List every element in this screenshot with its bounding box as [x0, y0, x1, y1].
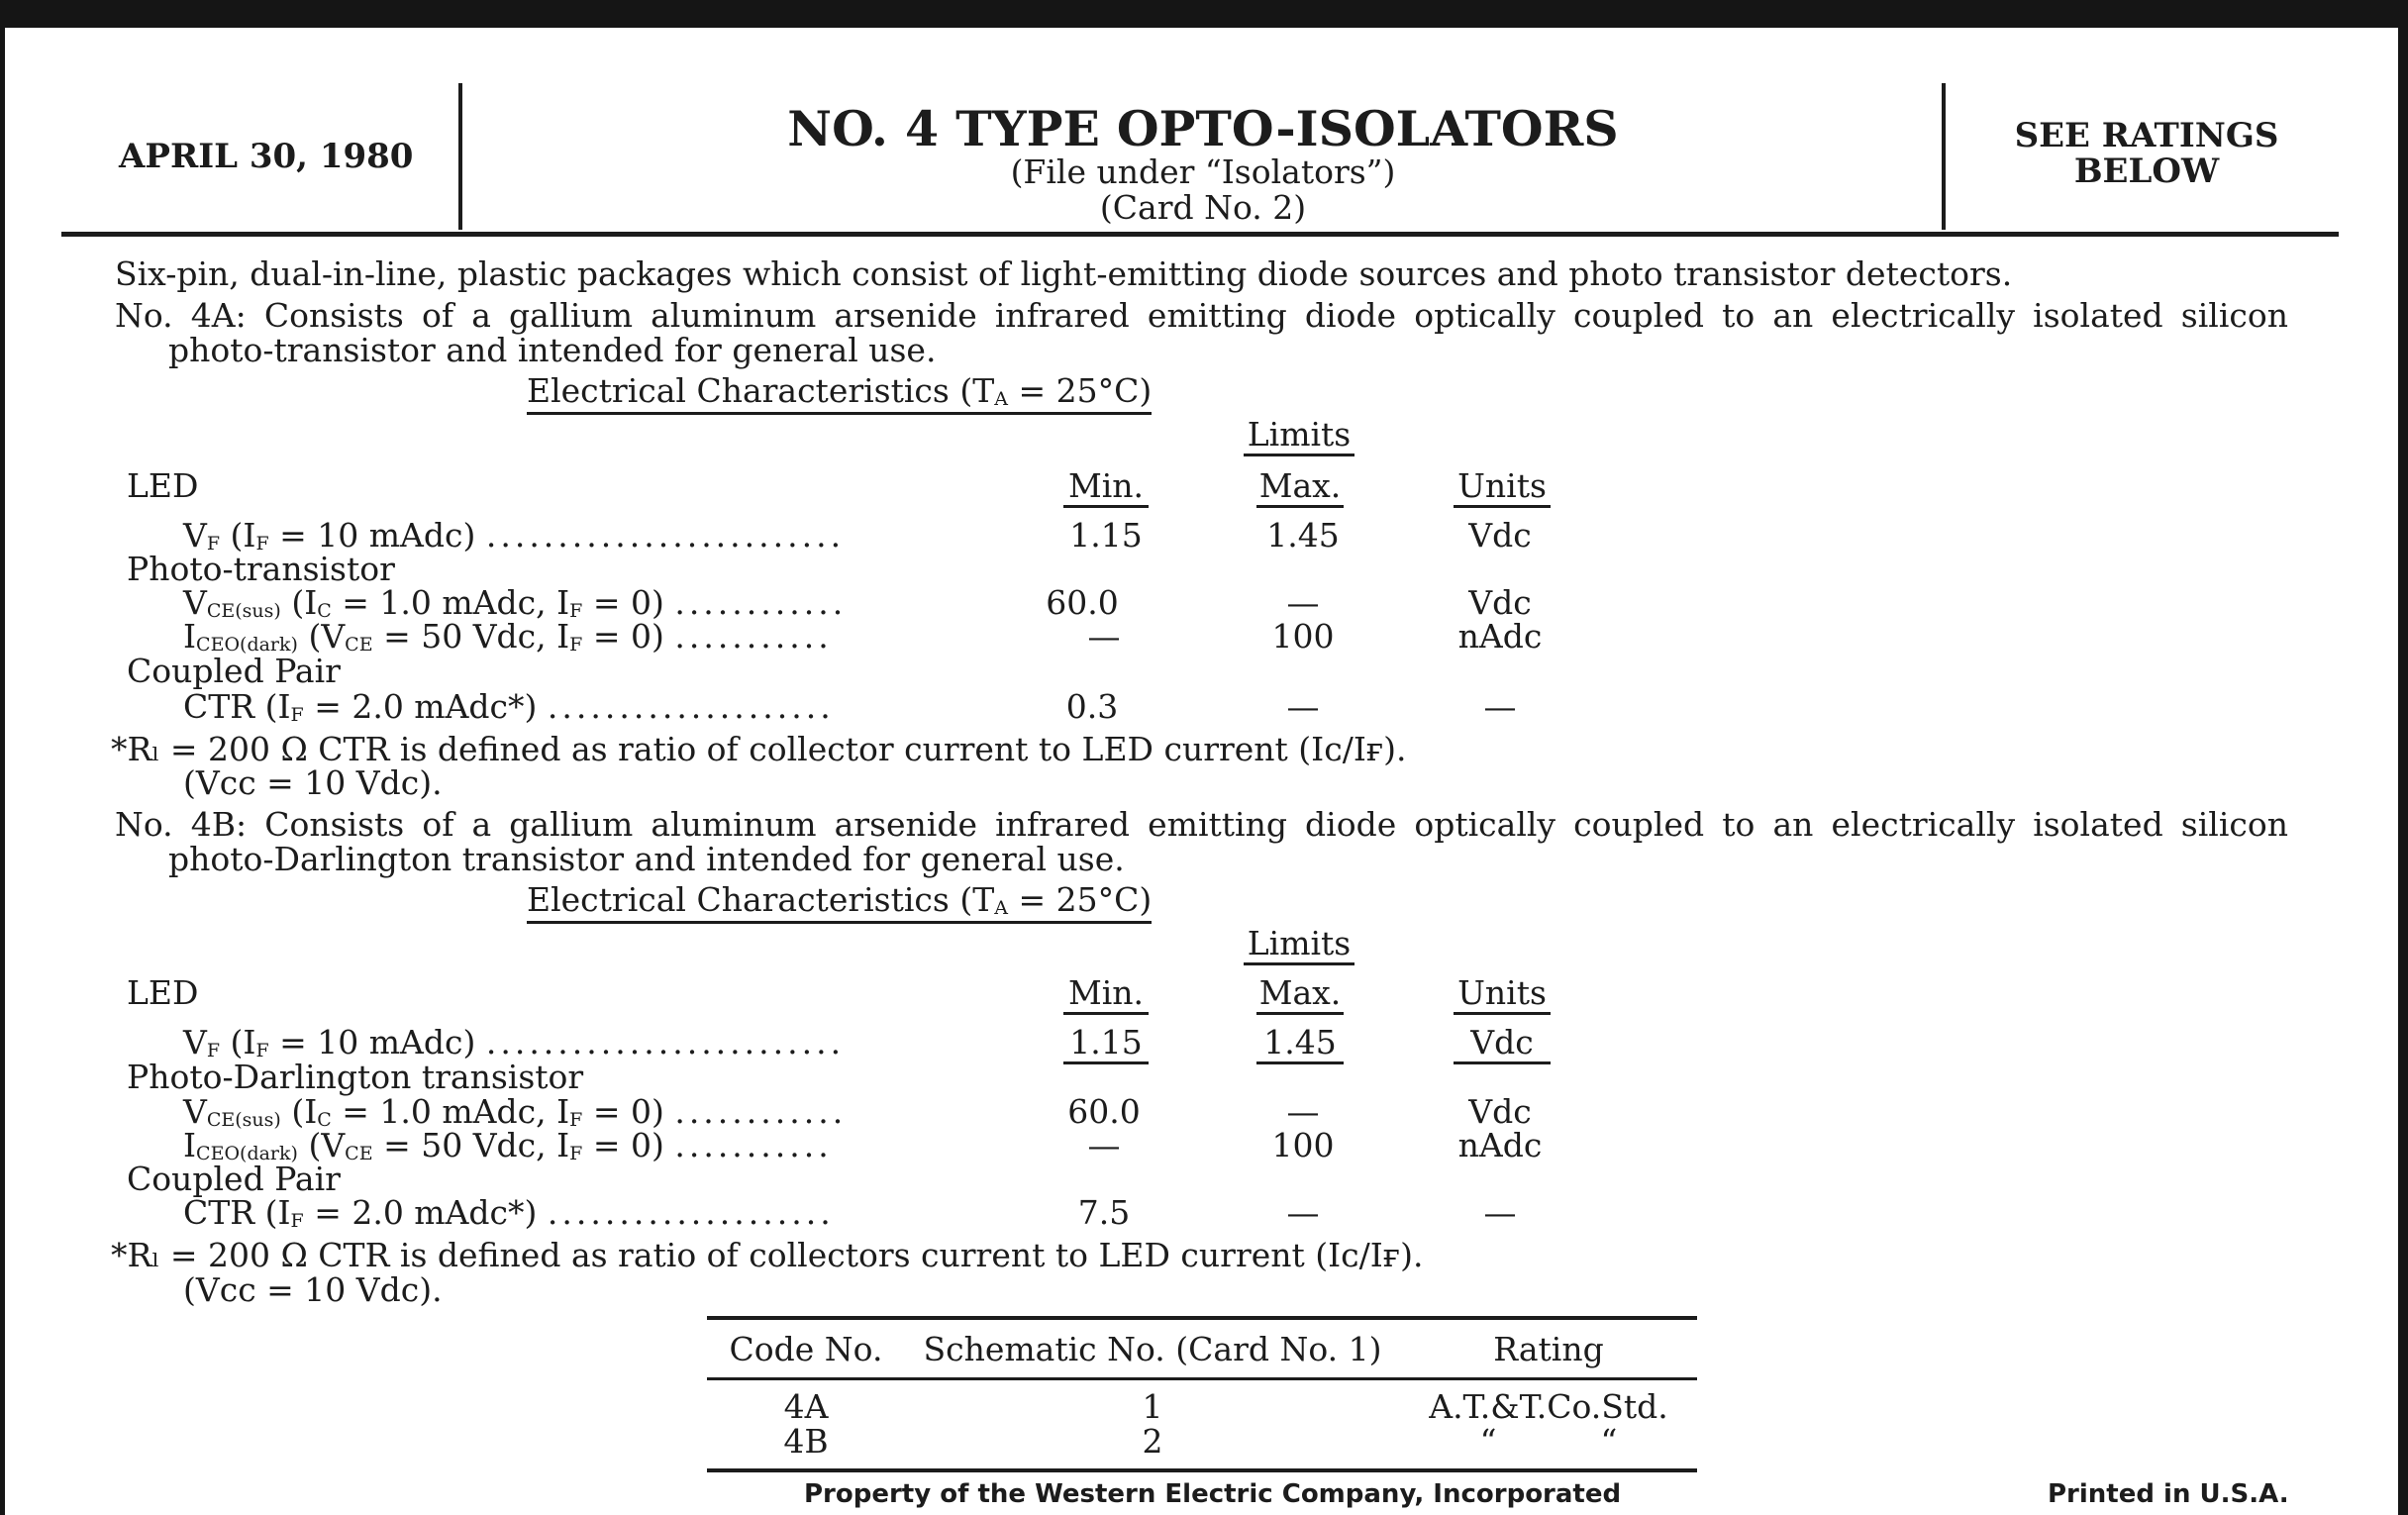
code-table-row1-schematic: 1	[1142, 1387, 1163, 1426]
section-4b-ctr-label: CTR ($I_F = 2.0$ mAdc*) ....................	[183, 1193, 835, 1232]
section-4b-vce-min: 60.0	[1067, 1092, 1141, 1131]
see-ratings-line1: SEE RATINGS	[2014, 116, 2279, 155]
section-4a-iceo-units: nAdc	[1457, 617, 1543, 656]
section-4a-iceo-min: —	[1087, 617, 1121, 656]
section-4a-vce-min: 60.0	[1046, 583, 1119, 622]
section-4b-vf-max: 1.45	[1256, 1026, 1344, 1064]
footer-property: Property of the Western Electric Company, Incorporated	[804, 1479, 1622, 1509]
section-4b-group-detector: Photo-Darlington transistor	[127, 1058, 584, 1096]
section-4a-limits-header: Limits	[1244, 418, 1354, 456]
section-4b-vf-min: 1.15	[1063, 1026, 1149, 1064]
section-4a-iceo-label: $I_{CEO(dark)}$ ($V_{CE} = 50$ Vdc, $I_F = 0$) ...........	[183, 617, 833, 656]
section-4b-vf-units: Vdc	[1454, 1026, 1551, 1064]
section-4a-col-min: Min.	[1063, 469, 1149, 508]
section-4b-desc-line1: No. 4B: Consists of a gallium aluminum arsenide infrared emitting diode optically coupled to an electrically isolated silicon	[115, 805, 2288, 844]
section-4b-limits-header: Limits	[1244, 927, 1354, 965]
section-4b-iceo-min: —	[1087, 1126, 1121, 1164]
section-4a-col-units: Units	[1454, 469, 1551, 508]
page-title: NO. 4 TYPE OPTO-ISOLATORS	[787, 100, 1619, 157]
section-4b-table-title: Electrical Characteristics $(T_A = 25^\circ C)$	[527, 883, 1152, 924]
section-4a-vf-max: 1.45	[1266, 516, 1340, 555]
section-4a-group-detector: Photo-transistor	[127, 550, 395, 588]
section-4b-col-max: Max.	[1256, 976, 1344, 1015]
section-4a-vf-label: $V_F$ ($I_F = 10$ mAdc) .........................	[183, 516, 846, 555]
section-4b-iceo-label: $I_{CEO(dark)}$ ($V_{CE} = 50$ Vdc, $I_F = 0$) ...........	[183, 1126, 833, 1164]
section-4b-note-line1: *Rₗ = 200 Ω CTR is defined as ratio of collectors current to LED current (Iᴄ/Iғ).	[111, 1236, 1424, 1274]
code-table-header-rule	[707, 1377, 1697, 1380]
section-4a-note-line1: *Rₗ = 200 Ω CTR is defined as ratio of collector current to LED current (Iᴄ/Iғ).	[111, 730, 1407, 768]
code-table-row2-rating: “ “	[1479, 1422, 1618, 1461]
section-4b-description	[115, 805, 2288, 878]
section-4a-note-line2: (Vcc = 10 Vdc).	[183, 763, 443, 802]
section-4a-desc-line1: No. 4A: Consists of a gallium aluminum arsenide infrared emitting diode optically coupled to an electrically isolated silicon	[115, 296, 2288, 335]
section-4b-ctr-max: —	[1286, 1193, 1320, 1232]
scan-border-right	[2398, 0, 2408, 1515]
scan-border-top	[0, 0, 2408, 28]
section-4b-iceo-max: 100	[1271, 1126, 1335, 1164]
header-date: APRIL 30, 1980	[119, 137, 414, 176]
page-subtitle-card: (Card No. 2)	[1099, 188, 1307, 227]
section-4b-ctr-min: 7.5	[1077, 1193, 1131, 1232]
code-table-row1-code: 4A	[783, 1387, 829, 1426]
section-4a-ctr-min: 0.3	[1065, 687, 1119, 726]
section-4b-vf-label: $V_F$ ($I_F = 10$ mAdc) .........................	[183, 1023, 846, 1061]
section-4a-iceo-max: 100	[1271, 617, 1335, 656]
section-4b-vce-units: Vdc	[1468, 1092, 1532, 1131]
section-4b-iceo-units: nAdc	[1457, 1126, 1543, 1164]
section-4a-table-title: Electrical Characteristics $(T_A = 25^\circ C)$	[527, 374, 1152, 415]
section-4b-group-pair: Coupled Pair	[127, 1160, 341, 1198]
section-4b-ctr-units: —	[1483, 1193, 1517, 1232]
section-4b-col-min: Min.	[1063, 976, 1149, 1015]
section-4a-ctr-label: CTR ($I_F = 2.0$ mAdc*) ....................	[183, 687, 835, 726]
footer-printed: Printed in U.S.A.	[2048, 1479, 2289, 1509]
section-4b-note-line2: (Vcc = 10 Vdc).	[183, 1270, 443, 1309]
section-4b-vce-label: $V_{CE(sus)}$ ($I_C = 1.0$ mAdc, $I_F = 0$) ............	[183, 1092, 848, 1131]
scan-border-left	[0, 0, 5, 1515]
header-divider-left	[458, 83, 462, 230]
code-table-header-rating: Rating	[1493, 1330, 1604, 1368]
code-table-header-schematic: Schematic No. (Card No. 1)	[923, 1330, 1382, 1368]
section-4a-ctr-max: —	[1286, 687, 1320, 726]
section-4a-vce-max: —	[1286, 583, 1320, 622]
code-table-row2-code: 4B	[783, 1422, 829, 1461]
see-ratings-line2: BELOW	[2073, 152, 2220, 191]
section-4a-vce-units: Vdc	[1468, 583, 1532, 622]
section-4b-vce-max: —	[1286, 1092, 1320, 1131]
intro-text: Six-pin, dual-in-line, plastic packages which consist of light-emitting diode sources and photo transistor detectors.	[115, 254, 2013, 293]
section-4b-group-led: LED	[127, 973, 199, 1012]
section-4a-vf-min: 1.15	[1069, 516, 1143, 555]
section-4a-ctr-units: —	[1483, 687, 1517, 726]
code-table-header-code: Code No.	[729, 1330, 883, 1368]
code-table-row1-rating: A.T.&T.Co.Std.	[1429, 1387, 1668, 1426]
section-4a-group-led: LED	[127, 466, 199, 505]
section-4b-desc-line2: photo-Darlington transistor and intended for general use.	[168, 839, 1125, 878]
page-subtitle-file: (File under “Isolators”)	[1010, 152, 1396, 191]
section-4a-description	[115, 296, 2288, 369]
code-table-bottom-rule	[707, 1468, 1697, 1472]
header-rule	[61, 232, 2339, 237]
code-table-top-rule	[707, 1316, 1697, 1320]
code-table-row2-schematic: 2	[1142, 1422, 1163, 1461]
section-4a-group-pair: Coupled Pair	[127, 652, 341, 690]
section-4a-vf-units: Vdc	[1468, 516, 1532, 555]
section-4a-col-max: Max.	[1256, 469, 1344, 508]
section-4a-vce-label: $V_{CE(sus)}$ ($I_C = 1.0$ mAdc, $I_F = 0$) ............	[183, 583, 848, 622]
section-4a-desc-line2: photo-transistor and intended for general use.	[168, 330, 937, 369]
header-divider-right	[1942, 83, 1946, 230]
section-4b-col-units: Units	[1454, 976, 1551, 1015]
